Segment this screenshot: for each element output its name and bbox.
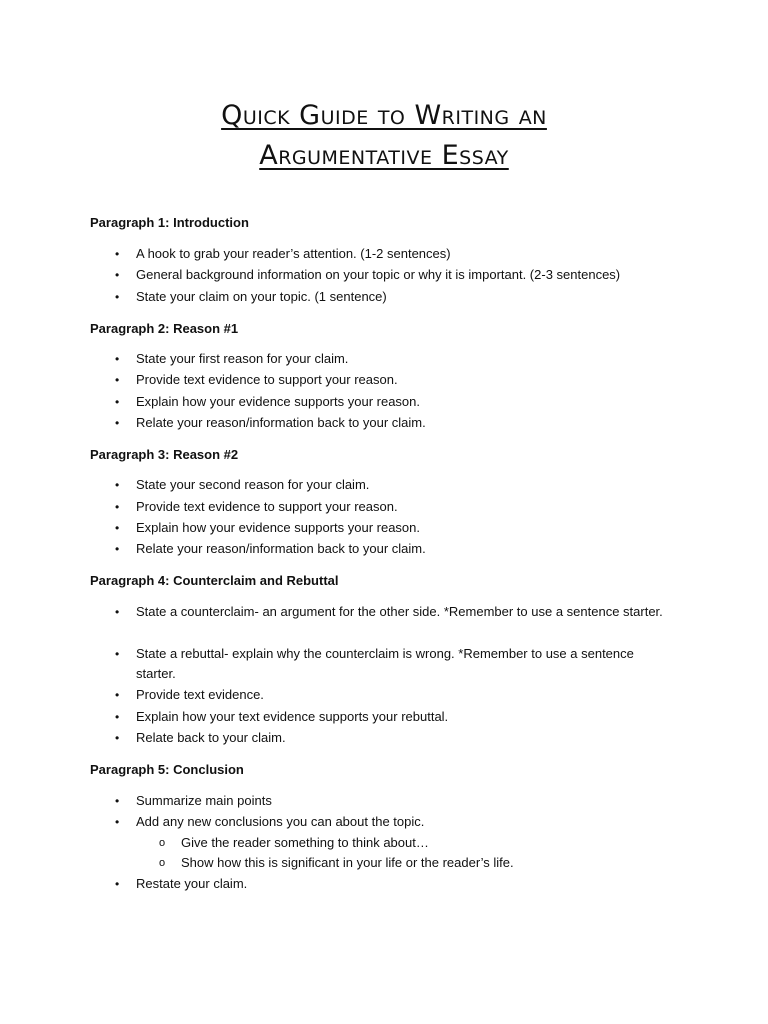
list-item: • Provide text evidence to support your reason. (136, 497, 398, 517)
bullet-icon: • (115, 478, 120, 492)
list-item: • Provide text evidence. (136, 685, 264, 705)
bullet-icon: • (115, 794, 120, 808)
bullet-icon: • (115, 542, 120, 556)
list-item: • Provide text evidence to support your reason. (136, 370, 398, 390)
list-item: • Relate your reason/information back to your claim. (136, 539, 426, 559)
list-item: • Relate back to your claim. (136, 728, 286, 748)
bullet-icon: • (115, 521, 120, 535)
list-item: • Relate your reason/information back to your claim. (136, 413, 426, 433)
bullet-icon: • (115, 290, 120, 304)
list-item: • Explain how your text evidence supports your rebuttal. (136, 707, 448, 727)
bullet-icon: • (115, 731, 120, 745)
bullet-icon: • (115, 710, 120, 724)
bullet-icon: • (115, 815, 120, 829)
list-item: • Add any new conclusions you can about the topic. (136, 812, 424, 832)
list-item: • Restate your claim. (136, 874, 247, 894)
bullet-icon: • (115, 605, 120, 619)
bullet-icon: • (115, 500, 120, 514)
bullet-icon: • (115, 877, 120, 891)
bullet-icon: • (115, 647, 120, 661)
list-item: • State your claim on your topic. (1 sentence) (136, 287, 387, 307)
sub-list-item: o Show how this is significant in your life or the reader’s life. (181, 853, 514, 873)
section-heading-paragraph-4: Paragraph 4: Counterclaim and Rebuttal (90, 573, 339, 588)
list-item: • Explain how your evidence supports your reason. (136, 392, 420, 412)
circle-bullet-icon: o (159, 837, 166, 849)
list-item: • Summarize main points (136, 791, 272, 811)
sub-list-item: o Give the reader something to think about… (181, 833, 429, 853)
list-item: • Explain how your evidence supports your reason. (136, 518, 420, 538)
list-item: • General background information on your topic or why it is important. (2-3 sentences) (136, 265, 620, 285)
bullet-icon: • (115, 373, 120, 387)
bullet-icon: • (115, 352, 120, 366)
list-item: • State a counterclaim- an argument for the other side. *Remember to use a sentence starter. (136, 602, 676, 622)
section-heading-paragraph-1: Paragraph 1: Introduction (90, 215, 249, 230)
circle-bullet-icon: o (159, 857, 166, 869)
document-title-line-2: Argumentative Essay (259, 140, 509, 171)
list-item: • State your second reason for your claim. (136, 475, 369, 495)
section-heading-paragraph-2: Paragraph 2: Reason #1 (90, 321, 239, 336)
list-item: • State a rebuttal- explain why the counterclaim is wrong. *Remember to use a sentence starter. (115, 646, 634, 681)
list-item: • State your first reason for your claim. (136, 349, 348, 369)
bullet-icon: • (115, 416, 120, 430)
bullet-icon: • (115, 688, 120, 702)
list-item: • A hook to grab your reader’s attention. (1-2 sentences) (136, 244, 451, 264)
bullet-icon: • (115, 268, 120, 282)
section-heading-paragraph-5: Paragraph 5: Conclusion (90, 762, 244, 777)
bullet-icon: • (115, 395, 120, 409)
document-title-line-1: Quick Guide to Writing an (221, 100, 547, 131)
bullet-icon: • (115, 247, 120, 261)
section-heading-paragraph-3: Paragraph 3: Reason #2 (90, 447, 239, 462)
